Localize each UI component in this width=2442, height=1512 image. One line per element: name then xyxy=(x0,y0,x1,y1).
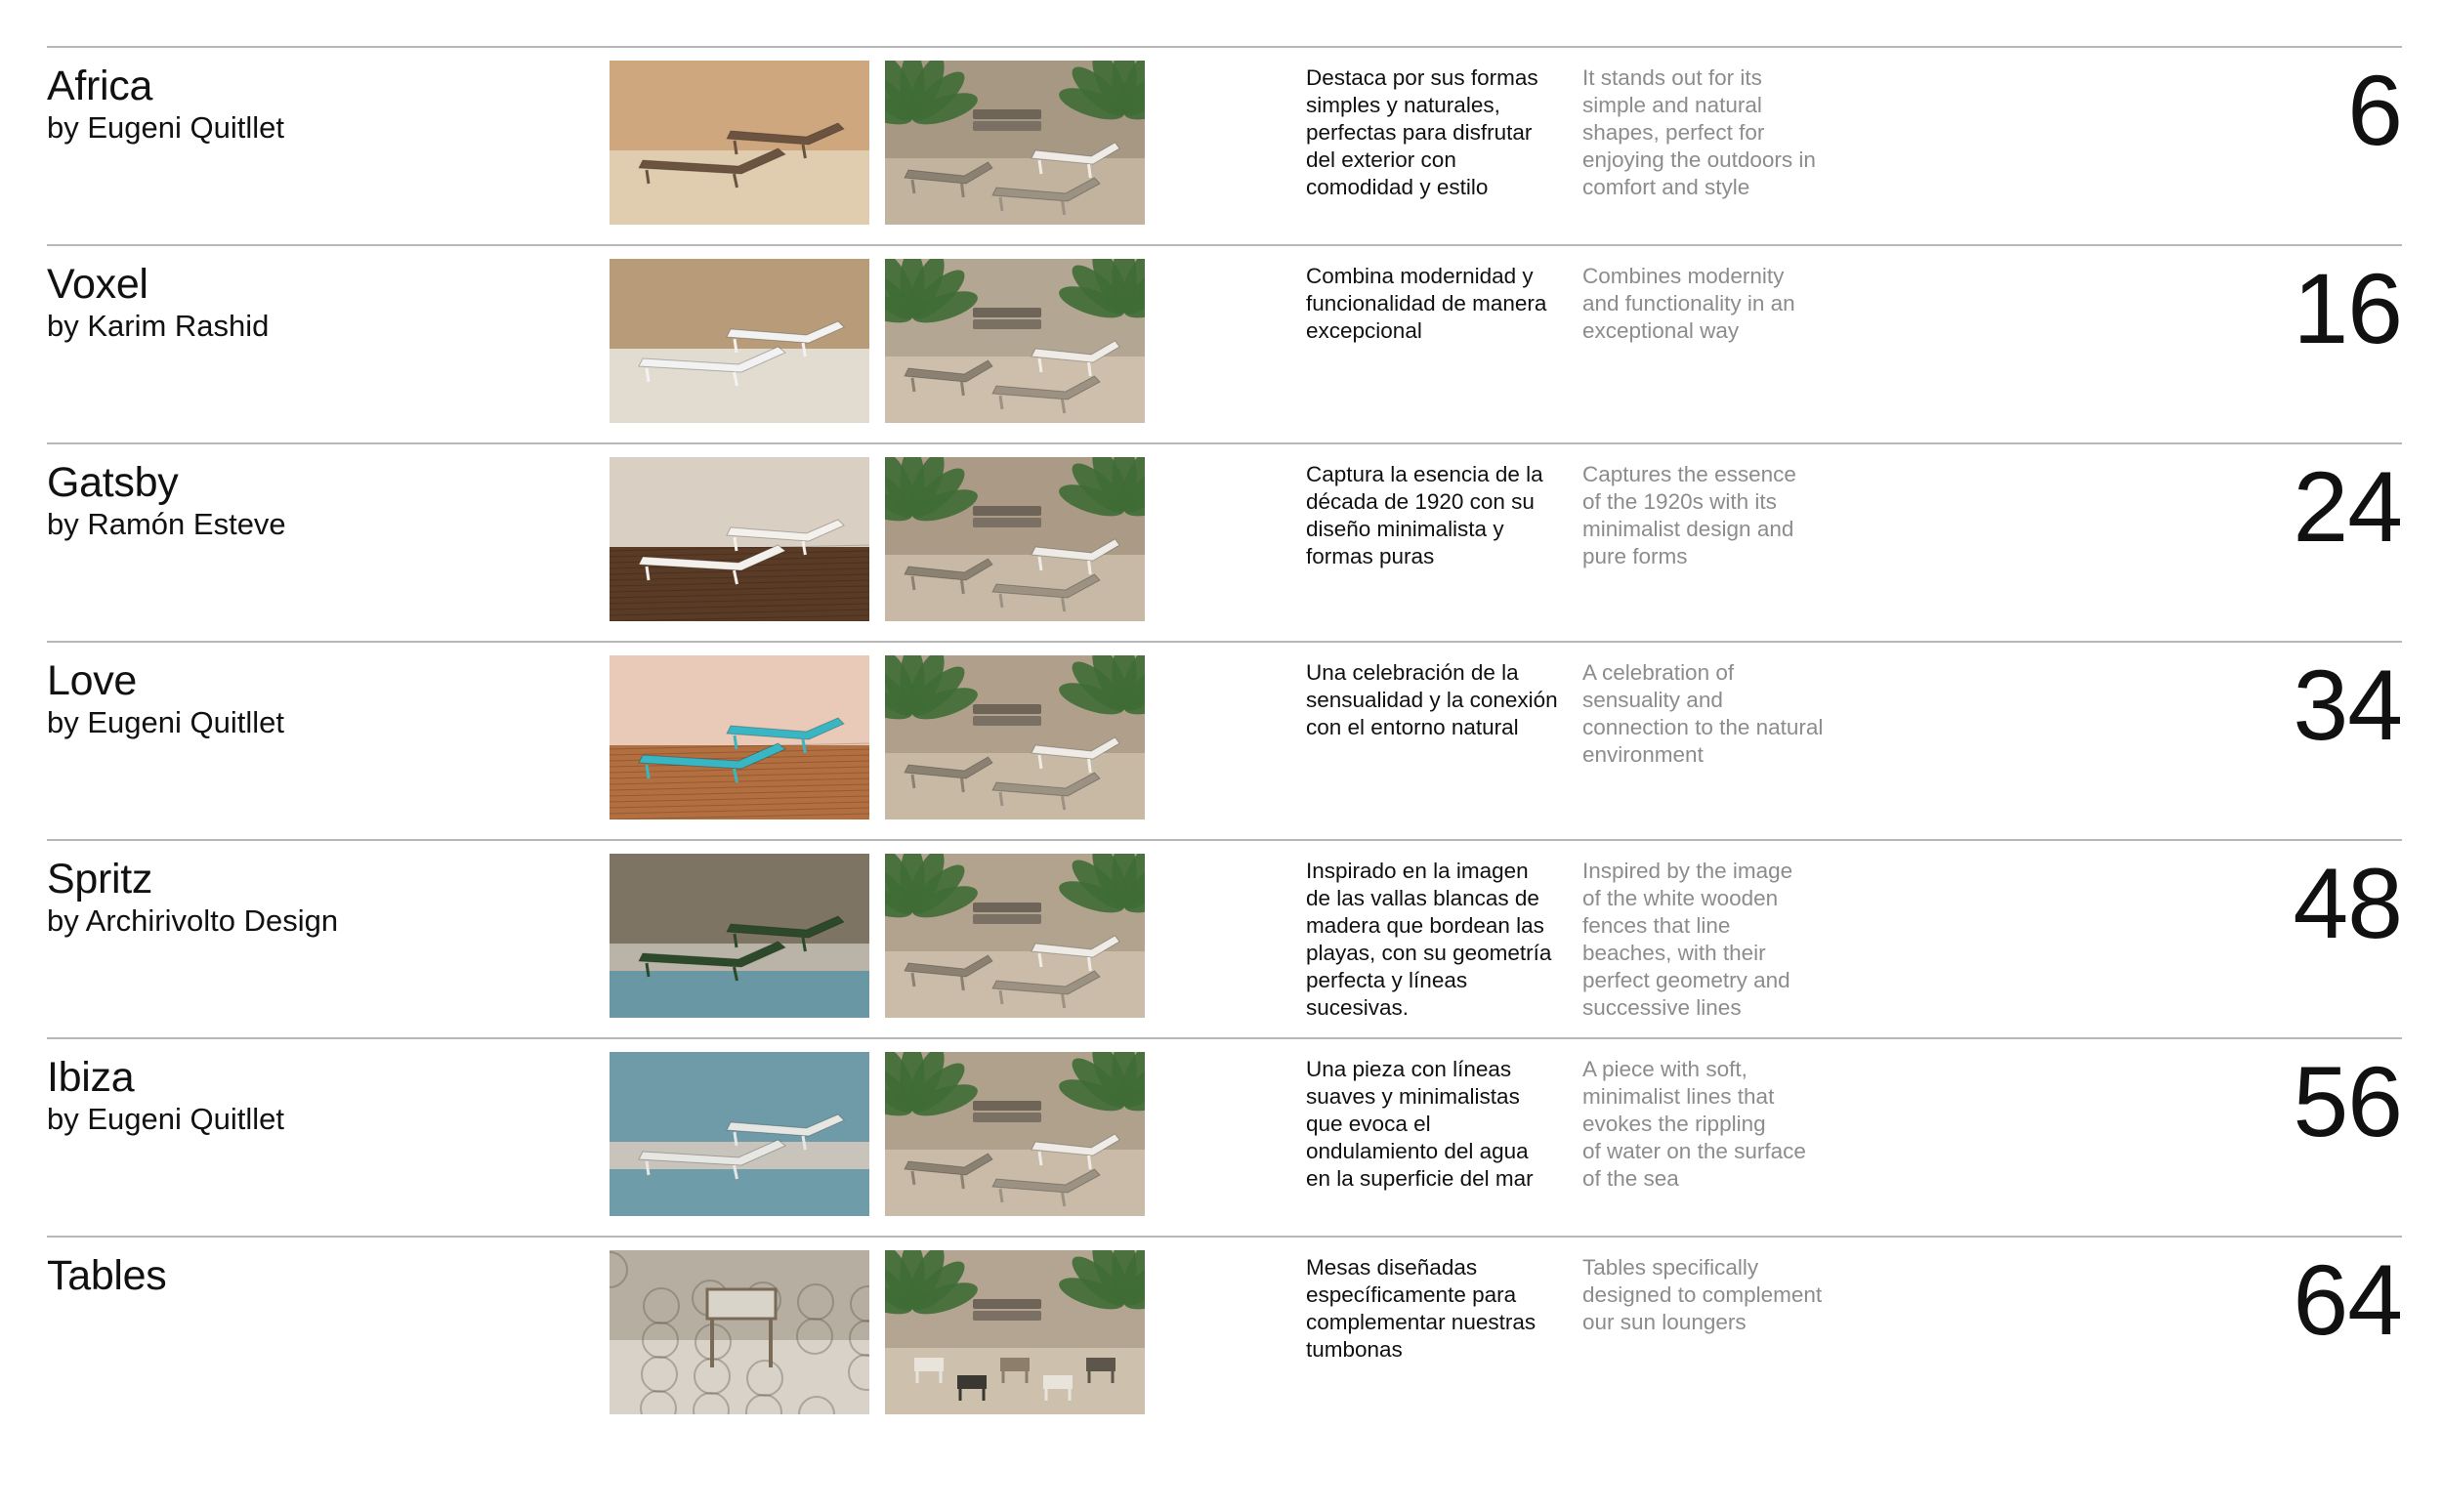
product-name: Tables xyxy=(47,1252,167,1299)
description-english: Combines modernity and functionality in an exceptional way xyxy=(1582,264,1795,343)
catalog-row-love[interactable] xyxy=(47,641,2402,839)
product-designer: by Eugeni Quitllet xyxy=(47,1102,284,1136)
description-spanish: Destaca por sus formas simples y naturales, perfectas para disfrutar del exterior con comodidad y estilo xyxy=(1306,65,1538,199)
product-photo-ambient xyxy=(610,655,869,819)
product-title-block xyxy=(47,1053,284,1137)
product-title-block xyxy=(47,62,284,146)
description-english: A celebration of sensuality and connection to the natural environment xyxy=(1582,660,1824,767)
page-number[interactable]: 6 xyxy=(2347,55,2402,166)
description-english: Tables specifically designed to complement our sun loungers xyxy=(1582,1255,1823,1334)
description-english: Inspired by the image of the white wooden fences that line beaches, with their perfect geometry and successive lines xyxy=(1582,859,1793,1020)
description-spanish: Mesas diseñadas específicamente para complementar nuestras tumbonas xyxy=(1306,1255,1537,1362)
catalog-row-tables[interactable] xyxy=(47,1236,2402,1434)
product-photo-ambient xyxy=(610,457,869,621)
description-spanish: Una pieza con líneas suaves y minimalistas que evoca el ondulamiento del agua en la superficie del mar xyxy=(1306,1057,1534,1191)
product-title-block xyxy=(47,656,284,740)
product-name: Gatsby xyxy=(47,459,179,506)
product-photo-ambient xyxy=(610,61,869,225)
product-photo-ambient xyxy=(610,1250,869,1414)
product-photo-studio xyxy=(885,1250,1145,1414)
product-name: Africa xyxy=(47,63,153,109)
description-english: Captures the essence of the 1920s with its minimalist design and pure forms xyxy=(1582,462,1796,568)
product-photo-studio xyxy=(885,457,1145,621)
product-title-block xyxy=(47,855,338,939)
product-designer: by Eugeni Quitllet xyxy=(47,110,284,145)
catalog-index xyxy=(47,46,2402,1434)
page-number[interactable]: 48 xyxy=(2293,848,2402,959)
description-spanish: Una celebración de la sensualidad y la conexión con el entorno natural xyxy=(1306,660,1558,739)
product-photo-studio xyxy=(885,854,1145,1018)
page-number[interactable]: 24 xyxy=(2293,451,2402,563)
product-name: Spritz xyxy=(47,856,153,903)
product-designer: by Ramón Esteve xyxy=(47,507,286,541)
product-photo-studio xyxy=(885,259,1145,423)
product-designer: by Archirivolto Design xyxy=(47,903,339,938)
product-title-block xyxy=(47,260,269,344)
description-english: A piece with soft, minimalist lines that evokes the rippling of water on the surface of the sea xyxy=(1582,1057,1806,1191)
product-name: Love xyxy=(47,657,138,704)
catalog-row-voxel[interactable] xyxy=(47,244,2402,442)
catalog-row-africa[interactable] xyxy=(47,46,2402,244)
page-number[interactable]: 34 xyxy=(2293,650,2402,761)
catalog-row-ibiza[interactable] xyxy=(47,1037,2402,1236)
product-designer: by Eugeni Quitllet xyxy=(47,705,284,739)
product-name: Voxel xyxy=(47,261,148,308)
page-number[interactable]: 64 xyxy=(2293,1244,2402,1356)
description-spanish: Inspirado en la imagen de las vallas blancas de madera que bordean las playas, con su geometría perfecta y líneas sucesivas. xyxy=(1306,859,1552,1020)
product-photo-studio xyxy=(885,655,1145,819)
product-photo-studio xyxy=(885,1052,1145,1216)
product-name: Ibiza xyxy=(47,1054,135,1101)
description-spanish: Captura la esencia de la década de 1920 con su diseño minimalista y formas puras xyxy=(1306,462,1543,568)
product-photo-studio xyxy=(885,61,1145,225)
product-title-block xyxy=(47,458,286,542)
product-photo-ambient xyxy=(610,854,869,1018)
product-photo-ambient xyxy=(610,1052,869,1216)
catalog-row-gatsby[interactable] xyxy=(47,442,2402,641)
product-designer: by Karim Rashid xyxy=(47,309,270,343)
product-title-block xyxy=(47,1251,167,1300)
description-english: It stands out for its simple and natural shapes, perfect for enjoying the outdoors in comfort and style xyxy=(1582,65,1816,199)
description-spanish: Combina modernidad y funcionalidad de manera excepcional xyxy=(1306,264,1547,343)
catalog-row-spritz[interactable] xyxy=(47,839,2402,1037)
page-number[interactable]: 56 xyxy=(2293,1046,2402,1157)
product-photo-ambient xyxy=(610,259,869,423)
page-number[interactable]: 16 xyxy=(2293,253,2402,364)
